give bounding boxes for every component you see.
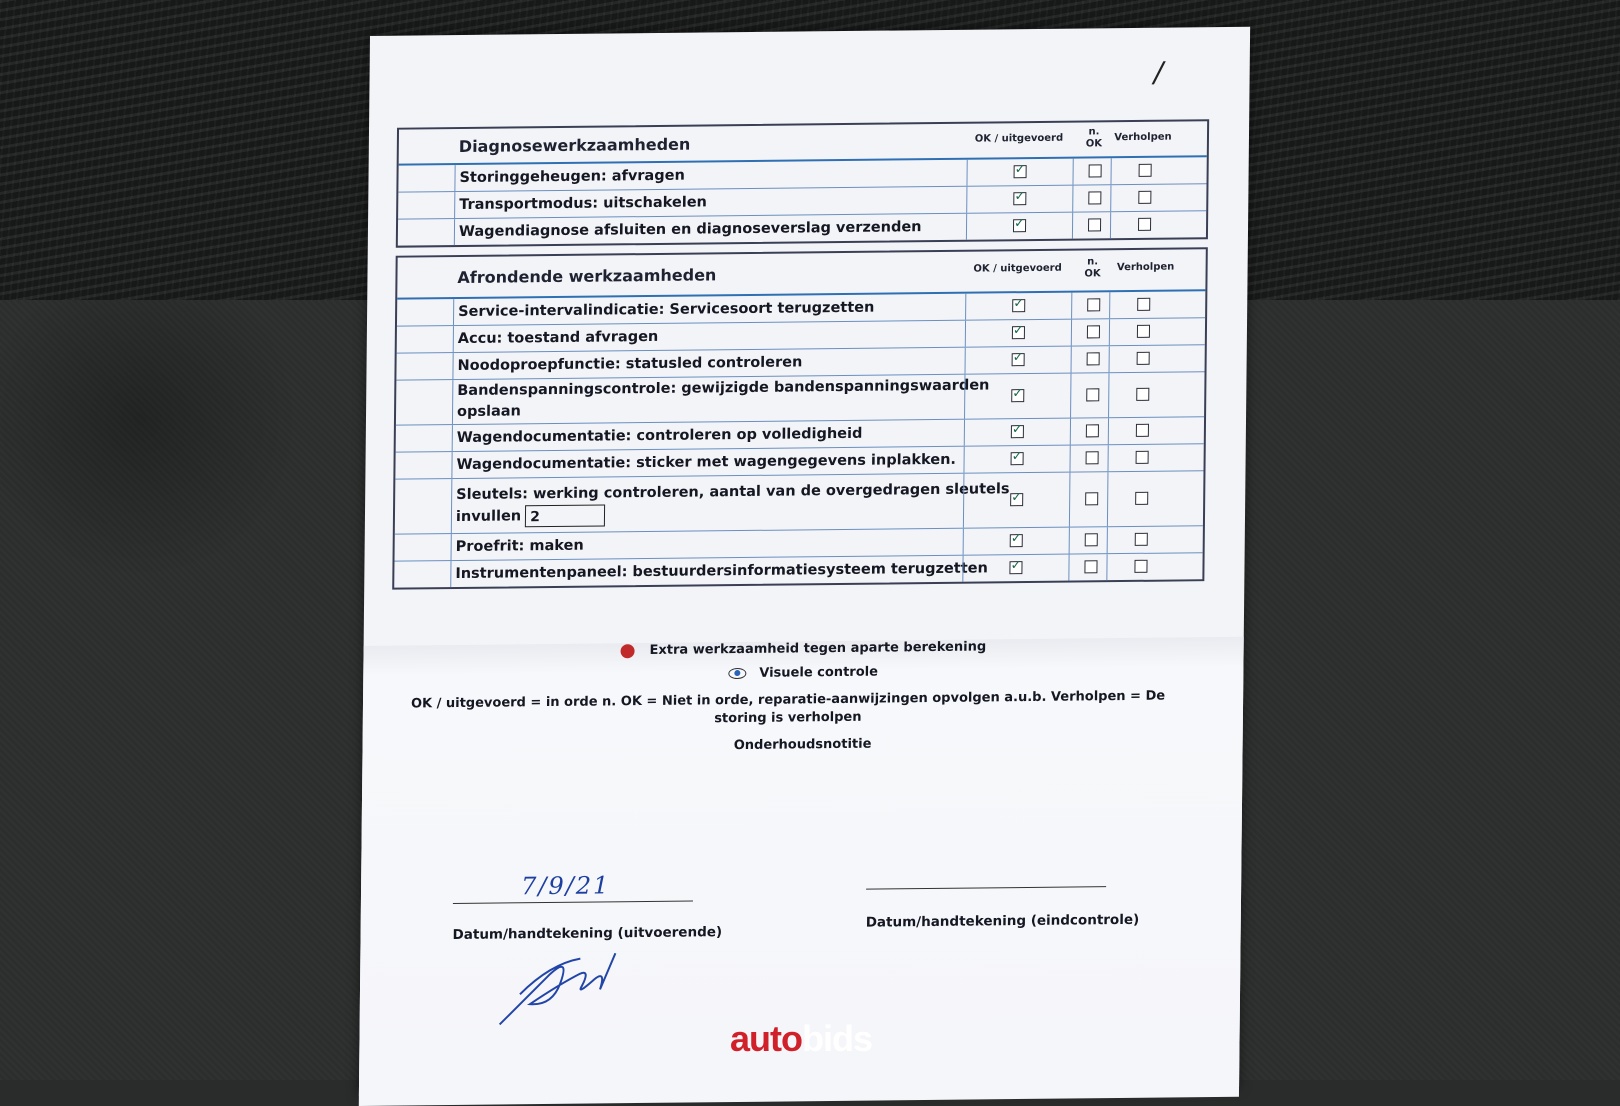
column-divider [965,294,966,320]
diagnose-title: Diagnosewerkzaamheden [458,134,691,157]
checkbox-ok[interactable] [1012,326,1025,339]
column-divider [966,214,967,240]
column-divider [1070,419,1071,445]
keys-count-field[interactable]: 2 [525,504,605,527]
checkbox-ok[interactable] [1010,493,1023,506]
checkbox-nok[interactable] [1085,492,1098,505]
checklist-row-label [451,473,1010,533]
column-divider [966,160,967,186]
column-divider [1109,346,1110,372]
checkbox-verholpen[interactable] [1136,451,1149,464]
row-label-line2 [457,396,989,423]
column-divider [964,348,965,374]
checkbox-ok[interactable] [1014,165,1027,178]
handwritten-signature [490,933,631,1034]
checkbox-verholpen[interactable] [1136,424,1149,437]
column-divider [965,321,966,347]
column-divider [1072,159,1073,185]
column-divider [1071,347,1072,373]
row-label-line1: Service-intervalindicatie: Servicesoort terugzetten [458,299,875,320]
column-divider [1110,212,1111,238]
column-divider [1107,445,1108,471]
handwritten-date: 7/9/21 [520,871,611,901]
row-label-line1: Accu: toestand afvragen [457,328,659,347]
checkbox-ok[interactable] [1012,353,1025,366]
checklist-row-label [452,349,802,379]
column-divider [1071,320,1072,346]
column-divider [1107,527,1108,553]
checkbox-nok[interactable] [1089,164,1102,177]
row-label-line2-text: invullen [455,507,522,525]
checklist-row-label [454,163,685,191]
col-verholpen-header: Verholpen [1114,131,1172,144]
checklist-row-label [454,189,707,218]
checklist-row-label [453,324,659,352]
checkbox-verholpen[interactable] [1135,533,1148,546]
signature-caption-left: Datum/handtekening (uitvoerende) [452,924,723,943]
extra-work-icon [621,644,635,658]
column-divider [963,529,964,555]
column-divider [1108,418,1109,444]
row-label-line1: Wagendocumentatie: controleren op volledigheid [456,425,863,446]
checklist-row-label [450,555,988,587]
checklist-row-label [453,295,875,325]
legend-visual: Visuele controle [363,661,1243,685]
checkbox-ok[interactable] [1012,299,1025,312]
service-checklist-document [359,27,1250,1096]
checkbox-nok[interactable] [1086,388,1099,401]
column-divider [963,447,964,473]
column-divider [1110,185,1111,211]
checkbox-ok[interactable] [1009,561,1022,574]
autobids-logo: autobids [730,1018,873,1059]
legend-extra: Extra werkzaamheid tegen aparte berekening [363,637,1243,661]
legend-explanation: OK / uitgevoerd = in orde n. OK = Niet in orde, reparatie-aanwijzingen opvolgen a.u.b. Verholpen = De storing is verholpen [410,688,1166,727]
checkbox-verholpen[interactable] [1134,560,1147,573]
checkbox-nok[interactable] [1087,298,1100,311]
row-label-line1: Wagendiagnose afsluiten en diagnoseverslag verzenden [458,218,922,240]
checklist-row-label [454,214,922,245]
page-marker: / [1153,55,1164,89]
column-divider [966,187,967,213]
checkbox-ok[interactable] [1011,425,1024,438]
checkbox-nok[interactable] [1084,560,1097,573]
eye-icon [729,668,747,679]
checkbox-ok[interactable] [1011,452,1024,465]
row-label-line1: Noodoproepfunctie: statusled controleren [457,353,803,374]
col-ok-header: OK / uitgevoerd [973,262,1062,275]
column-divider [1108,373,1109,417]
row-label-line1: Storinggeheugen: afvragen [459,167,685,186]
column-divider [1107,472,1109,526]
checkbox-ok[interactable] [1010,534,1023,547]
checkbox-verholpen[interactable] [1138,218,1151,231]
column-divider [1072,213,1073,239]
column-divider [964,420,965,446]
row-label-line1: Transportmodus: uitschakelen [459,193,708,213]
column-divider [1110,158,1111,184]
row-label-line1: Proefrit: maken [455,537,584,555]
afrondende-section [392,247,1208,589]
checkbox-nok[interactable] [1088,191,1101,204]
row-label-line2-text: opslaan [456,403,522,421]
afrondende-title: Afrondende werkzaamheden [457,265,717,288]
checkbox-verholpen[interactable] [1137,325,1150,338]
checklist-row-label [451,447,956,478]
row-label-line1: Wagendocumentatie: sticker met wagengegevens inplakken. [456,451,957,473]
column-divider [1069,528,1070,554]
checklist-row-label [451,533,584,560]
diagnose-section [396,119,1209,247]
checkbox-ok[interactable] [1013,219,1026,232]
checkbox-nok[interactable] [1086,424,1099,437]
col-verholpen-header: Verholpen [1116,261,1175,274]
signature-caption-right: Datum/handtekening (eindcontrole) [865,911,1140,931]
row-label-line1: Sleutels: werking controleren, aantal van de overgedragen sleutels [456,480,1010,503]
diagnose-rows [398,157,1207,245]
column-divider [1071,293,1072,319]
checkbox-nok[interactable] [1087,352,1100,365]
col-nok-header: n. OK [1084,256,1101,280]
checkbox-nok[interactable] [1085,533,1098,546]
row-label-line2 [456,500,1010,528]
checkbox-verholpen[interactable] [1137,352,1150,365]
checkbox-verholpen[interactable] [1139,164,1152,177]
checkbox-ok[interactable] [1013,192,1026,205]
column-divider [1109,292,1110,318]
row-label-line1: Instrumentenpaneel: bestuurdersinformatiesysteem terugzetten [455,559,988,582]
col-nok-header: n. OK [1085,126,1103,150]
column-divider [1069,473,1071,527]
column-divider [1072,186,1073,212]
checklist-row-label [452,421,863,451]
column-divider [1068,555,1069,581]
column-divider [1109,319,1110,345]
afrondende-rows [394,291,1205,587]
checkbox-verholpen[interactable] [1136,388,1149,401]
checkbox-verholpen[interactable] [1138,191,1151,204]
column-divider [1069,446,1070,472]
column-divider [1106,554,1107,580]
checkbox-verholpen[interactable] [1137,298,1150,311]
checkbox-nok[interactable] [1088,218,1101,231]
checkbox-ok[interactable] [1011,389,1024,402]
checklist-row [395,471,1204,534]
checkbox-nok[interactable] [1087,325,1100,338]
col-ok-header: OK / uitgevoerd [974,132,1064,145]
checkbox-nok[interactable] [1086,451,1099,464]
column-divider [1070,374,1071,418]
row-label-line1: Bandenspanningscontrole: gewijzigde bandenspanningswaarden [457,377,990,400]
maintenance-note-heading: Onderhoudsnotitie [733,736,872,754]
checklist-row-label [452,374,990,424]
checkbox-verholpen[interactable] [1135,492,1148,505]
